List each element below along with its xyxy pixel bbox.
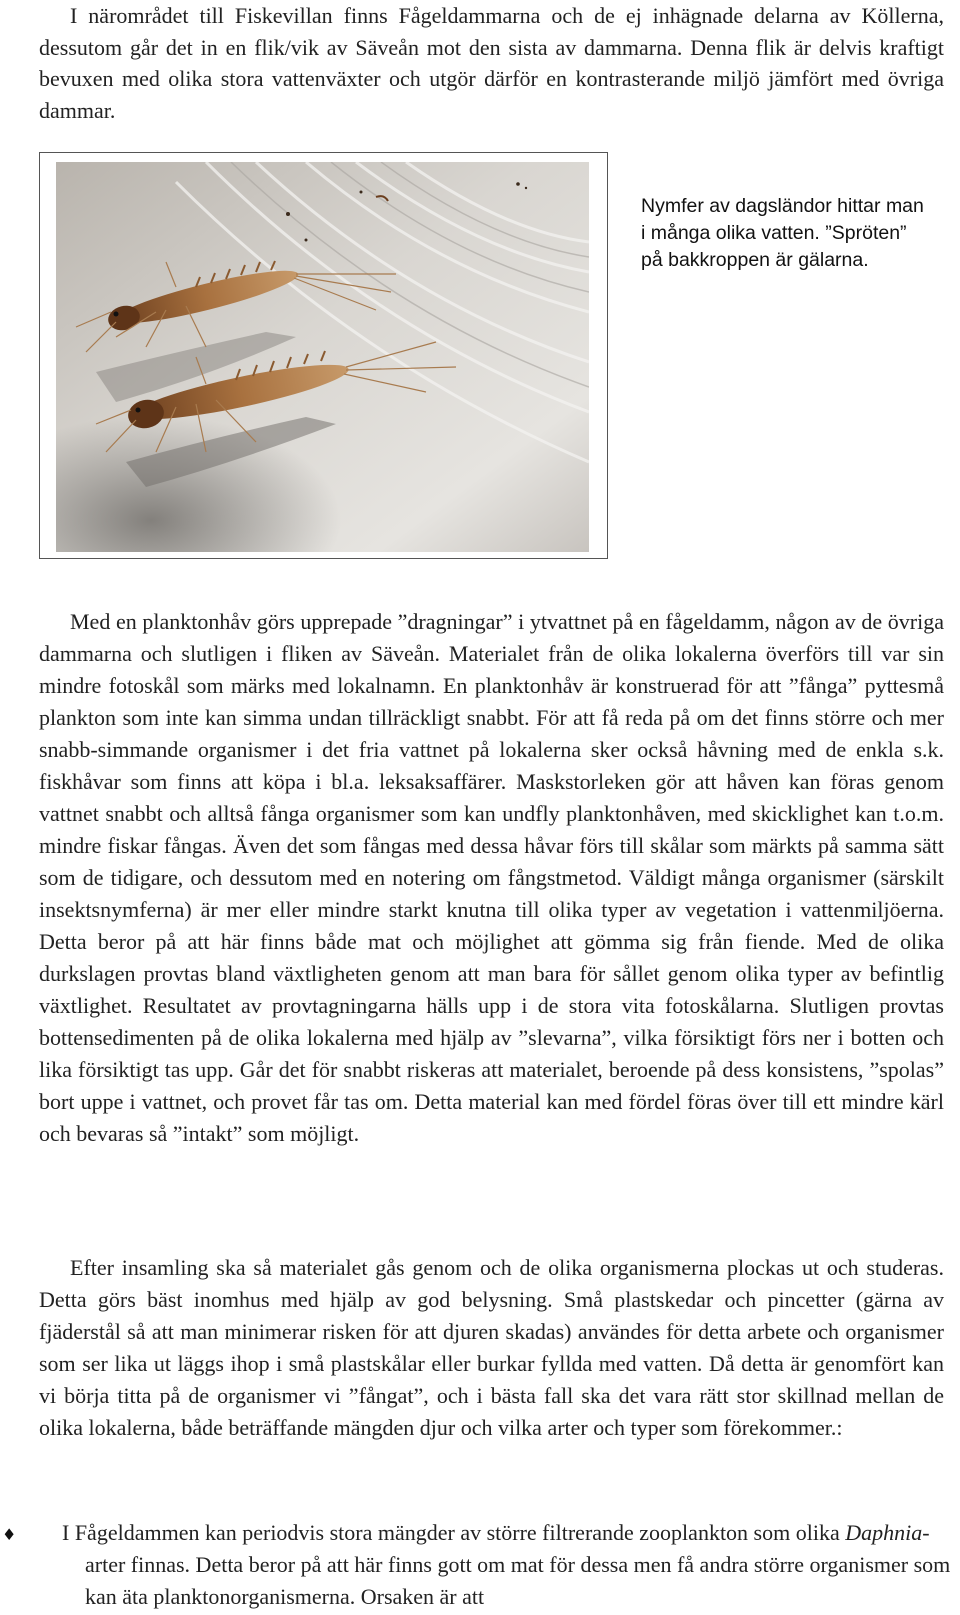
bullet-text-end: -arter finnas. Detta beror på att här finns gott om mat för dessa men få andra större organismer som kan äta planktonorganismerna. Orsaken är att (85, 1520, 951, 1609)
mayfly-nymphs-photo (56, 162, 589, 552)
bullet-text-italic: Daphnia (845, 1520, 923, 1545)
method-paragraph: Med en planktonhåv görs upprepade ”dragningar” i ytvattnet på en fågeldamm, någon av de övriga dammarna och slutligen i fliken av Säveån. Materialet från de olika lokalerna överförs till var sin mindre fotoskål som märks med lokalnamn. En planktonhåv är konstruerad för att ”fånga” pyttesmå plankton som inte kan simma undan tillräckligt snabbt. För att få reda på om det finns större och mer snabb-simmande organismer i det fria vattnet på lokalerna sker också håvning med de enkla s.k. fiskhåvar som finns att köpa i bl.a. leksaksaffärer. Maskstorleken gör att håven kan föras genom vattnet snabbt och alltså fånga organismer som kan undfly planktonhåven, med skicklighet kan t.o.m. mindre fiskar fångas. Även det som fångas med dessa håvar förs till skålar som märkts på samma sätt som de tidigare, och dessutom med en notering om fångstmetod. Väldigt många organismer (särskilt insektsnymferna) är mer eller mindre starkt knutna till olika typer av vegetation i vattenmiljöerna. Detta beror på att här finns både mat och möjlighet att gömma sig från fiende. Med de olika durkslagen provtas bland växtligheten genom att man bara för sållet genom olika typer av befintlig växtlighet. Resultatet av provtagningarna hälls upp i de stora vita fotoskålarna. Slutligen provtas bottensedimenten på de olika lokalerna med hjälp av ”slevarna”, vilka försiktigt förs ner i botten och lika försiktigt tas upp. Går det för snabbt riskeras att materialet, beroende på dess konsistens, ”spolas” bort uppe i vattnet, och provet får tas om. Detta material kan med fördel föras över till ett mindre kärl och bevaras så ”intakt” som möjligt. (39, 609, 944, 1146)
diamond-bullet-icon: ♦ (2, 1525, 17, 1544)
figure-caption: Nymfer av dagsländor hittar man i många olika vatten. ”Spröten” på bakkroppen är gälarna. (641, 195, 924, 271)
mayfly-nymphs-illustration (56, 162, 589, 552)
bullet-text-start: I Fågeldammen kan periodvis stora mängder av större filtrerande zooplankton som olika (62, 1520, 846, 1545)
intro-paragraph: I närområdet till Fiskevillan finns Fågeldammarna och de ej inhägnade delarna av Köllerna, dessutom går det in en flik/vik av Säveån mot den sista av dammarna. Denna flik är delvis kraftigt bevuxen med olika stora vattenväxter och utgör därför en kontrasterande miljö jämfört med övriga dammar. (39, 3, 944, 123)
sorting-paragraph: Efter insamling ska så materialet gås genom och de olika organismerna plockas ut och studeras. Detta görs bäst inomhus med hjälp av god belysning. Små plastskedar och pincetter (gärna av fjäderstål så att man minimerar risken för att djuren skadas) användes för detta arbete och organismer som ser lika ut läggs ihop i små plastskålar eller burkar fyllda med vatten. Då detta är genomfört kan vi börja titta på de organismer vi ”fångat”, och i bästa fall ska det vara rätt stor skillnad mellan de olika lokalerna, både beträffande mängden djur och vilka arter och typer som förekommer.: (39, 1255, 944, 1440)
bullet-text (62, 1517, 960, 1613)
